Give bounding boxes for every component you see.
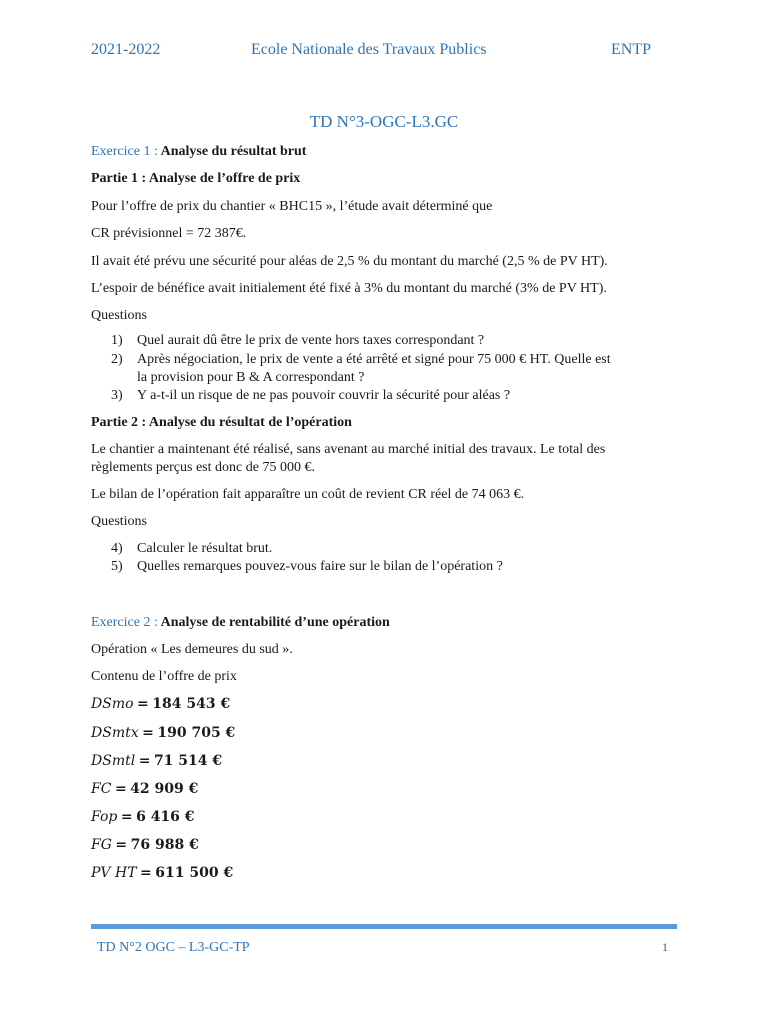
list-number: 1)	[111, 333, 123, 348]
formula-variable: Fop	[91, 809, 118, 825]
exercise-2-name: Analyse de rentabilité d’une opération	[160, 615, 390, 630]
page-number: 1	[662, 940, 668, 954]
questions-label: Questions	[91, 514, 147, 529]
list-item	[111, 541, 671, 559]
list-text: Quel aurait dû être le prix de vente hors taxes correspondant ?	[137, 333, 485, 348]
paragraph: Contenu de l’offre de prix	[91, 669, 237, 684]
formula-variable: DSmtx	[91, 725, 139, 741]
formula-line: FC = 42 909 €	[91, 781, 199, 797]
list-number: 2)	[111, 352, 123, 367]
exercise-1-name: Analyse du résultat brut	[160, 144, 307, 159]
part-2-title: Partie 2 : Analyse du résultat de l’opération	[91, 415, 352, 430]
part-1-title: Partie 1 : Analyse de l’offre de prix	[91, 171, 301, 186]
formula-line: DSmtx = 190 705 €	[91, 725, 236, 741]
exercise-2-label: Exercice 2 :	[91, 615, 158, 630]
formula-variable: PV HT	[91, 865, 137, 881]
paragraph: Le bilan de l’opération fait apparaître un coût de revient CR réel de 74 063 €.	[91, 487, 525, 502]
formula-line: Fop = 6 416 €	[91, 809, 195, 825]
formula-variable: FC	[91, 781, 112, 797]
footer-divider	[91, 924, 677, 929]
exercise-2-heading	[91, 615, 390, 631]
list-item	[111, 388, 671, 406]
list-text: Quelles remarques pouvez-vous faire sur le bilan de l’opération ?	[137, 559, 503, 574]
footer-course: TD N°2 OGC – L3-GC-TP	[97, 940, 250, 955]
list-text: Calculer le résultat brut.	[137, 541, 273, 556]
paragraph: Le chantier a maintenant été réalisé, sans avenant au marché initial des travaux. Le total des	[91, 442, 606, 457]
list-item	[111, 352, 671, 388]
document-title: TD N°3-OGC-L3.GC	[309, 112, 459, 131]
formula-value: 71 514 €	[153, 753, 223, 769]
formula-value: 184 543 €	[152, 696, 231, 712]
list-number: 4)	[111, 541, 123, 556]
formula-value: 190 705 €	[157, 725, 236, 741]
list-item	[111, 559, 671, 577]
header-school: Ecole Nationale des Travaux Publics	[251, 41, 487, 58]
formula-value: 76 988 €	[130, 837, 199, 853]
list-text: Après négociation, le prix de vente a été arrêté et signé pour 75 000 € HT. Quelle est	[137, 352, 611, 367]
paragraph: Opération « Les demeures du sud ».	[91, 642, 293, 657]
list-number: 3)	[111, 388, 123, 403]
paragraph: Pour l’offre de prix du chantier « BHC15 », l’étude avait déterminé que	[91, 199, 493, 214]
list-item	[111, 333, 671, 351]
formula-value: 611 500 €	[155, 865, 234, 881]
exercise-1-label: Exercice 1 :	[91, 144, 158, 159]
page-header	[91, 41, 651, 63]
paragraph: règlements perçus est donc de 75 000 €.	[91, 460, 315, 475]
formula-line: DSmo = 184 543 €	[91, 696, 231, 712]
exercise-1-heading	[91, 144, 306, 160]
questions-label: Questions	[91, 308, 147, 323]
paragraph: Il avait été prévu une sécurité pour aléas de 2,5 % du montant du marché (2,5 % de PV HT).	[91, 254, 608, 269]
paragraph: L’espoir de bénéfice avait initialement été fixé à 3% du montant du marché (3% de PV HT).	[91, 281, 607, 296]
list-text: Y a-t-il un risque de ne pas pouvoir couvrir la sécurité pour aléas ?	[137, 388, 511, 403]
formula-variable: DSmtl	[91, 753, 136, 769]
formula-line: DSmtl = 71 514 €	[91, 753, 223, 769]
formula-line: FG = 76 988 €	[91, 837, 199, 853]
list-text: la provision pour B & A correspondant ?	[137, 370, 365, 385]
formula-value: 6 416 €	[136, 809, 195, 825]
formula-value: 42 909 €	[130, 781, 199, 797]
paragraph: CR prévisionnel = 72 387€.	[91, 226, 247, 241]
header-year: 2021-2022	[91, 41, 161, 58]
formula-line: PV HT = 611 500 €	[91, 865, 234, 881]
list-number: 5)	[111, 559, 123, 574]
formula-variable: FG	[91, 837, 112, 853]
formula-variable: DSmo	[91, 696, 134, 712]
header-abbr: ENTP	[611, 41, 651, 58]
